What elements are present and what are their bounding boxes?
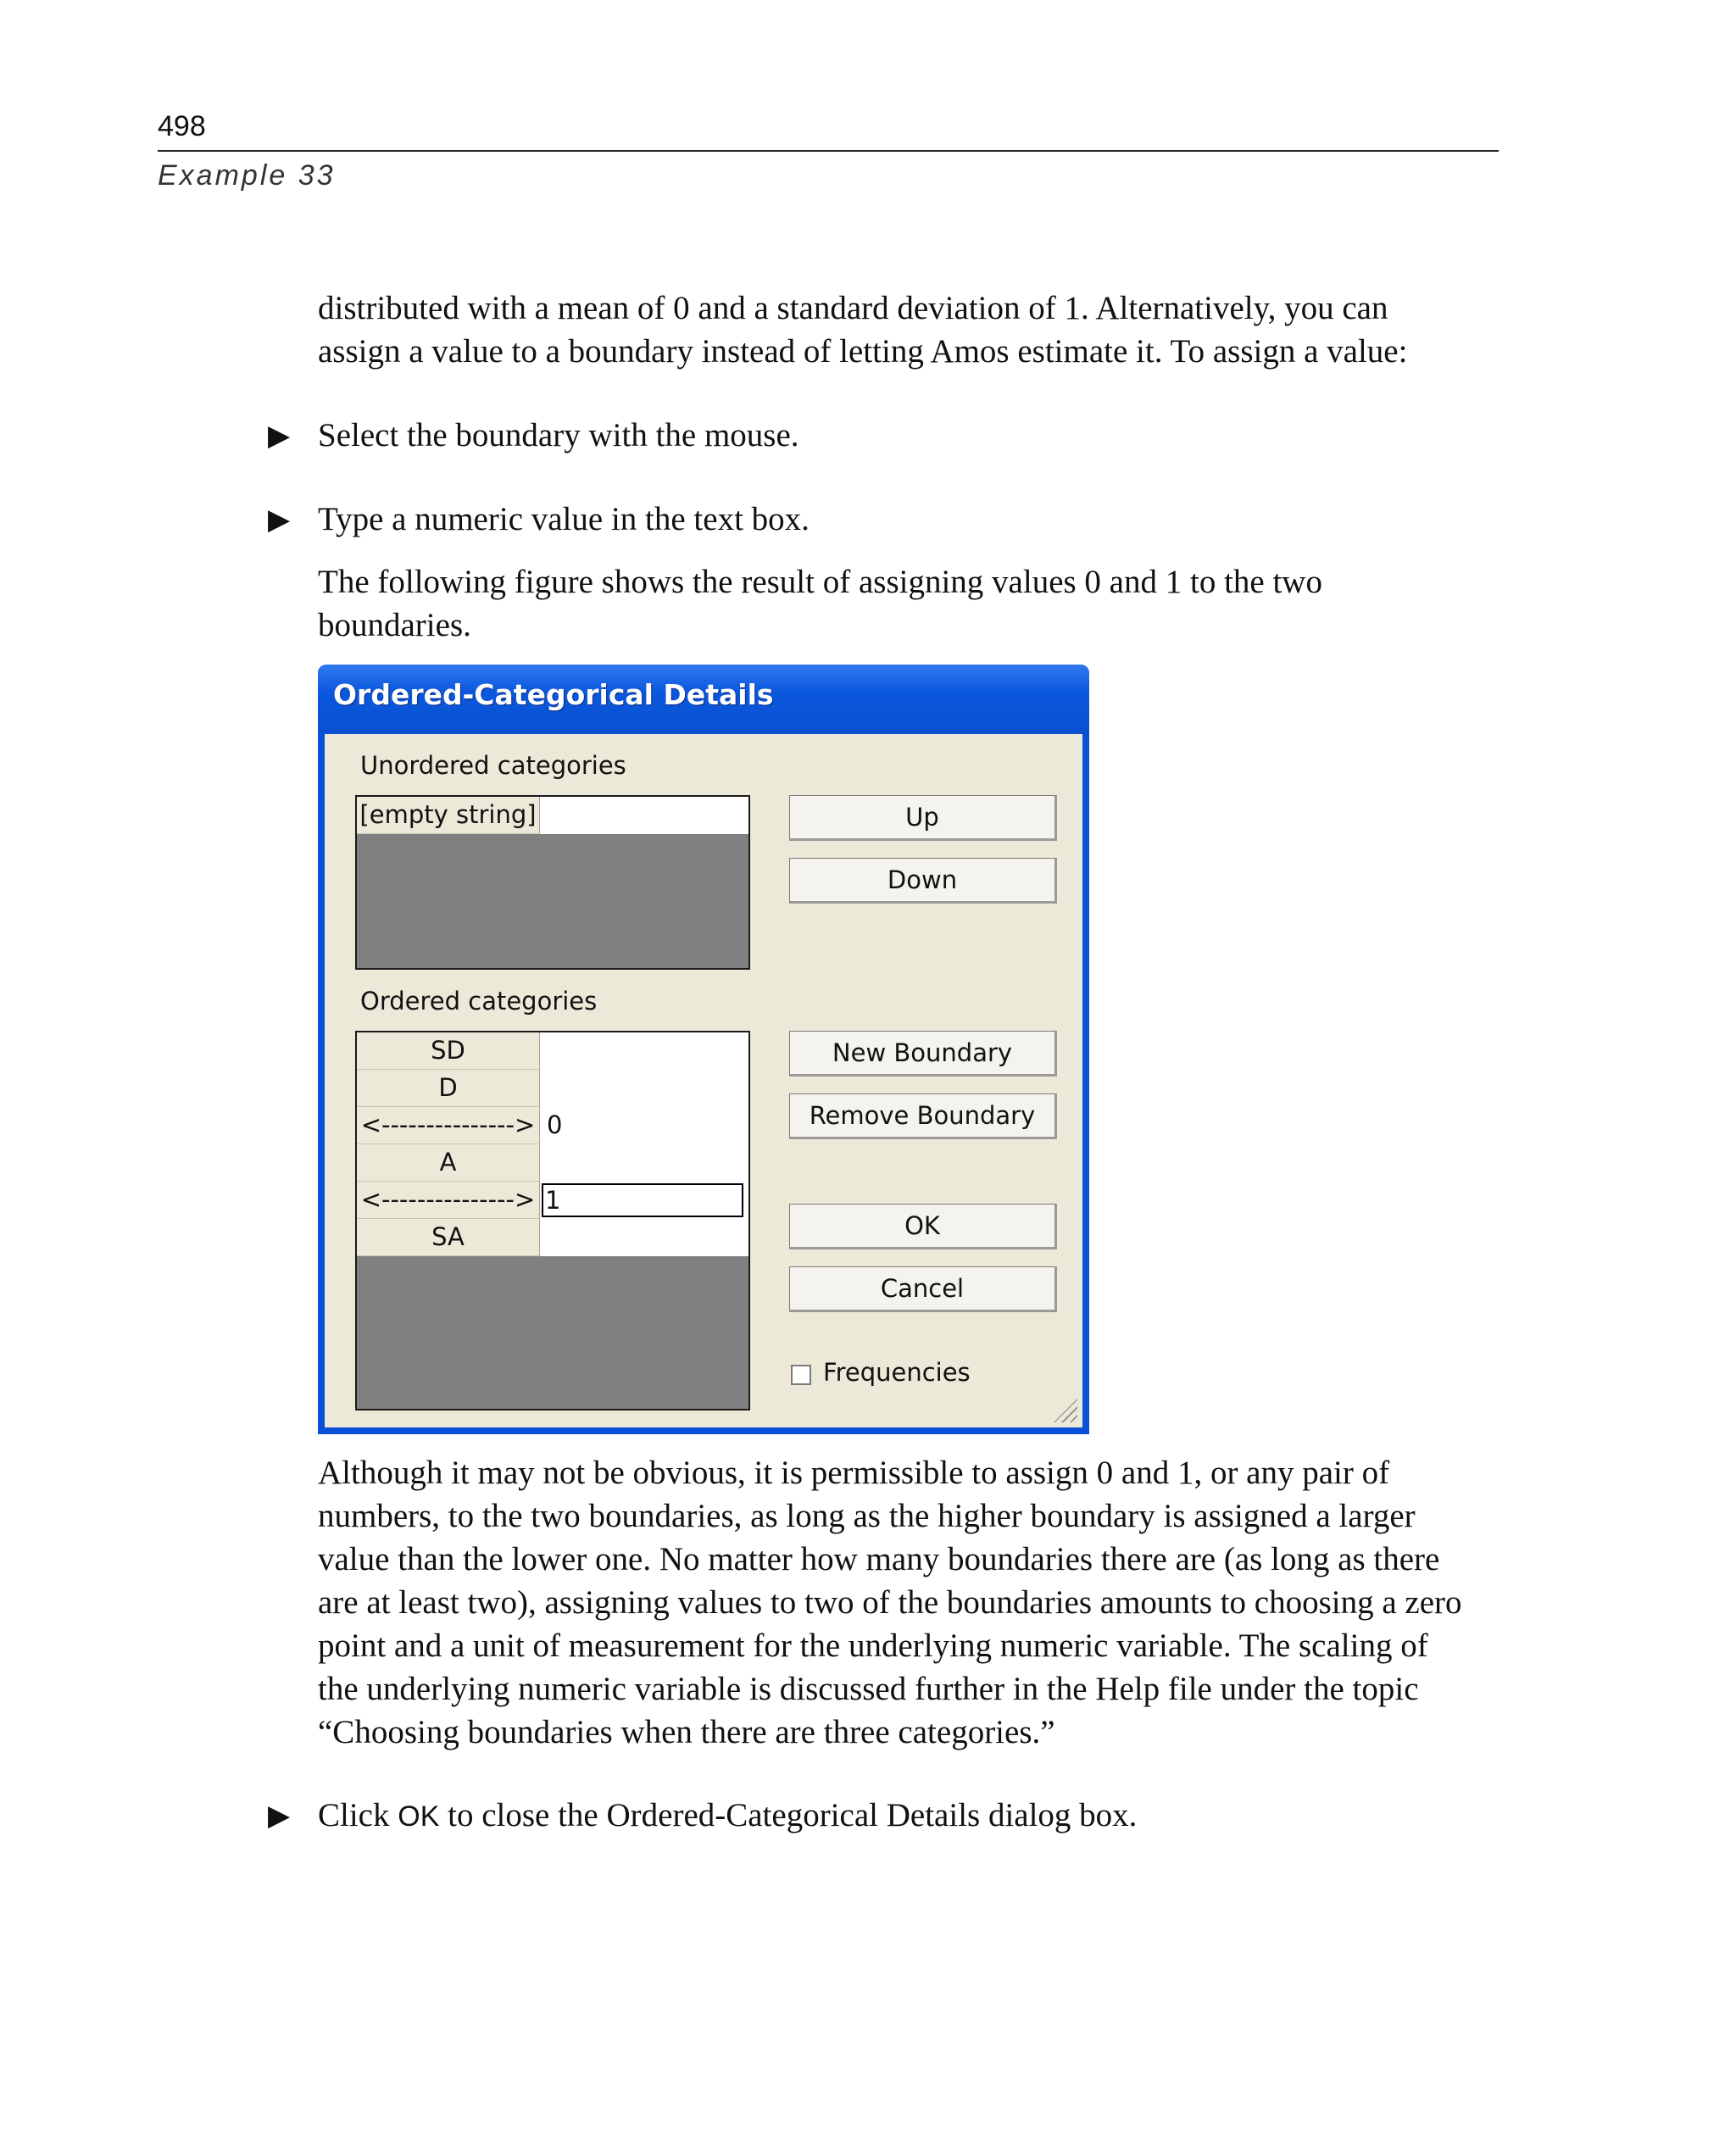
bullet-arrow-icon: ▶	[268, 504, 291, 536]
paragraph-intro	[318, 287, 1505, 373]
bullet-arrow-icon: ▶	[268, 420, 291, 452]
page-number: 498	[158, 110, 206, 142]
paragraph-line: numbers, to the two boundaries, as long as the higher boundary is assigned a larger	[318, 1498, 1416, 1534]
category-name-cell[interactable]: D	[357, 1070, 540, 1107]
paragraph-line: assign a value to a boundary instead of letting Amos estimate it. To assign a value:	[318, 333, 1408, 370]
paragraph-line: The following figure shows the result of assigning values 0 and 1 to the two	[318, 564, 1322, 600]
list-row[interactable]	[357, 1032, 748, 1070]
paragraph-line: value than the lower one. No matter how many boundaries there are (as long as there	[318, 1541, 1440, 1577]
paragraph-figure-intro	[318, 560, 1505, 647]
paragraph-explanation	[318, 1451, 1505, 1754]
step-ok-keyword: OK	[398, 1800, 440, 1833]
ordered-categorical-dialog	[318, 665, 1089, 1434]
paragraph-line: the underlying numeric variable is discussed further in the Help file under the topic	[318, 1671, 1419, 1707]
list-row[interactable]	[357, 1107, 748, 1144]
step-select-boundary: Select the boundary with the mouse.	[318, 417, 799, 453]
list-row[interactable]	[357, 1144, 748, 1182]
category-value-cell[interactable]	[540, 797, 748, 834]
ordered-categories-label: Ordered categories	[360, 987, 598, 1015]
list-row[interactable]	[357, 1219, 748, 1256]
category-value-cell[interactable]	[540, 1070, 748, 1107]
frequencies-label[interactable]: Frequencies	[823, 1358, 971, 1387]
cancel-button[interactable]: Cancel	[789, 1266, 1057, 1312]
unordered-categories-list[interactable]	[355, 795, 750, 970]
step-suffix: to close the Ordered-Categorical Details dialog box.	[448, 1797, 1138, 1833]
down-button[interactable]: Down	[789, 858, 1057, 904]
up-button[interactable]: Up	[789, 795, 1057, 841]
step-type-value: Type a numeric value in the text box.	[318, 501, 810, 537]
unordered-categories-label: Unordered categories	[360, 751, 626, 780]
category-value-cell[interactable]	[540, 1144, 748, 1182]
paragraph-line: Although it may not be obvious, it is permissible to assign 0 and 1, or any pair of	[318, 1455, 1390, 1491]
paragraph-line: boundaries.	[318, 607, 471, 643]
paragraph-line: “Choosing boundaries when there are three categories.”	[318, 1714, 1055, 1750]
step-click-ok	[318, 1794, 1137, 1839]
list-row[interactable]	[357, 797, 748, 834]
step-prefix: Click	[318, 1797, 390, 1833]
boundary-name-cell[interactable]: <--------------->	[357, 1107, 540, 1144]
paragraph-line: distributed with a mean of 0 and a standard deviation of 1. Alternatively, you can	[318, 290, 1388, 326]
new-boundary-button[interactable]: New Boundary	[789, 1031, 1057, 1077]
category-name-cell[interactable]: [empty string]	[357, 797, 540, 834]
boundary-value-cell[interactable]: 0	[540, 1107, 748, 1144]
boundary-value-input[interactable]: 1	[542, 1183, 743, 1217]
category-name-cell[interactable]: A	[357, 1144, 540, 1182]
paragraph-line: point and a unit of measurement for the underlying numeric variable. The scaling of	[318, 1627, 1428, 1664]
remove-boundary-button[interactable]: Remove Boundary	[789, 1093, 1057, 1139]
running-head: Example 33	[158, 159, 336, 192]
paragraph-line: are at least two), assigning values to two of the boundaries amounts to choosing a zero	[318, 1584, 1462, 1621]
frequencies-checkbox[interactable]	[791, 1365, 811, 1385]
dialog-client-area	[325, 734, 1082, 1427]
category-name-cell[interactable]: SD	[357, 1032, 540, 1070]
ordered-categories-list[interactable]	[355, 1031, 750, 1410]
dialog-title: Ordered-Categorical Details	[333, 678, 774, 711]
list-row[interactable]	[357, 1070, 748, 1107]
bullet-arrow-icon: ▶	[268, 1800, 291, 1832]
header-rule	[158, 150, 1499, 152]
ok-button[interactable]: OK	[789, 1204, 1057, 1249]
category-value-cell[interactable]	[540, 1219, 748, 1256]
dialog-titlebar	[318, 665, 1089, 734]
resize-grip-icon[interactable]	[1054, 1399, 1077, 1422]
category-name-cell[interactable]: SA	[357, 1219, 540, 1256]
category-value-cell[interactable]	[540, 1032, 748, 1070]
boundary-name-cell[interactable]: <--------------->	[357, 1182, 540, 1219]
list-row[interactable]	[357, 1182, 748, 1219]
